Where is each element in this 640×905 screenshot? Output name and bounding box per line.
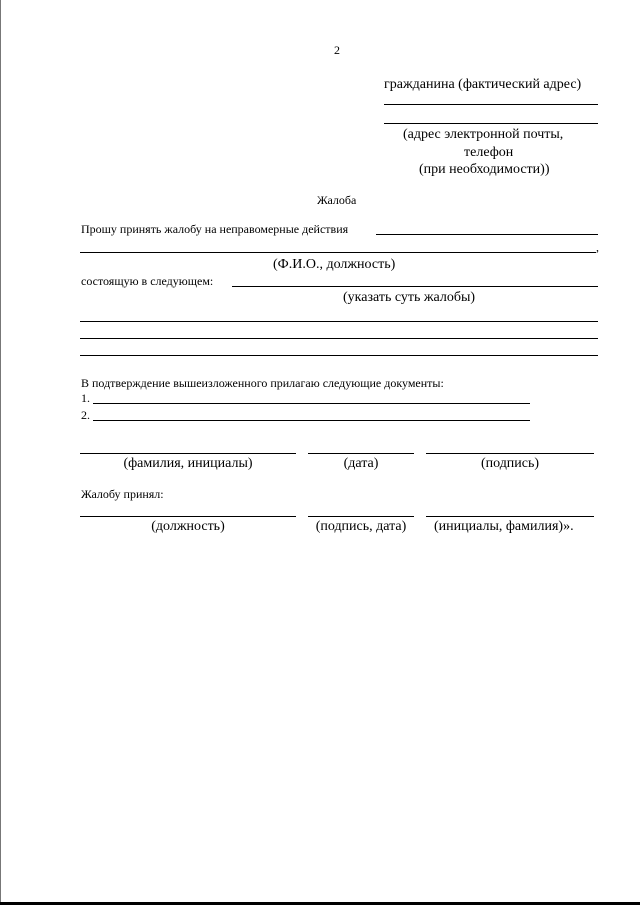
essence-line-2[interactable] (80, 321, 598, 322)
comma: , (596, 240, 599, 254)
applicant-name-line[interactable] (80, 453, 296, 454)
signature-caption: (подпись) (480, 456, 540, 471)
signature-line[interactable] (426, 453, 594, 454)
document-title: Жалоба (317, 193, 357, 207)
address-label: гражданина (фактический адрес) (384, 77, 582, 92)
respondent-line-1[interactable] (376, 234, 598, 235)
page-number: 2 (334, 43, 340, 57)
acceptor-position-caption: (должность) (151, 519, 225, 534)
scan-edge-left (0, 0, 1, 905)
attachment-item-1-line[interactable] (93, 403, 530, 404)
acceptance-label: Жалобу принял: (81, 487, 164, 501)
essence-line-4[interactable] (80, 355, 598, 356)
attachment-item-2-line[interactable] (93, 420, 530, 421)
essence-caption: (указать суть жалобы) (343, 290, 476, 305)
acceptor-position-line[interactable] (80, 516, 296, 517)
essence-line-1[interactable] (232, 286, 598, 287)
respondent-line-2[interactable] (80, 252, 596, 253)
acceptor-name-caption: (инициалы, фамилия)». (434, 519, 574, 534)
contact-line-1: (адрес электронной почты, (403, 127, 564, 142)
contact-line-2: телефон (464, 145, 514, 160)
acceptor-signature-date-caption: (подпись, дата) (315, 519, 407, 534)
acceptor-name-line[interactable] (426, 516, 594, 517)
fio-caption: (Ф.И.О., должность) (273, 257, 396, 272)
acceptor-signature-date-line[interactable] (308, 516, 414, 517)
attachment-item-1-label: 1. (81, 391, 90, 405)
request-text: Прошу принять жалобу на неправомерные действия (81, 222, 349, 236)
date-caption: (дата) (343, 456, 379, 471)
applicant-name-caption: (фамилия, инициалы) (123, 456, 253, 471)
contact-line-3: (при необходимости)) (419, 162, 550, 177)
essence-line-3[interactable] (80, 338, 598, 339)
date-line[interactable] (308, 453, 414, 454)
address-line-2[interactable] (384, 123, 598, 124)
attachment-item-2-label: 2. (81, 408, 90, 422)
attachments-intro: В подтверждение вышеизложенного прилагаю следующие документы: (81, 376, 444, 390)
address-line-1[interactable] (384, 104, 598, 105)
consisting-text: состоящую в следующем: (81, 274, 214, 288)
